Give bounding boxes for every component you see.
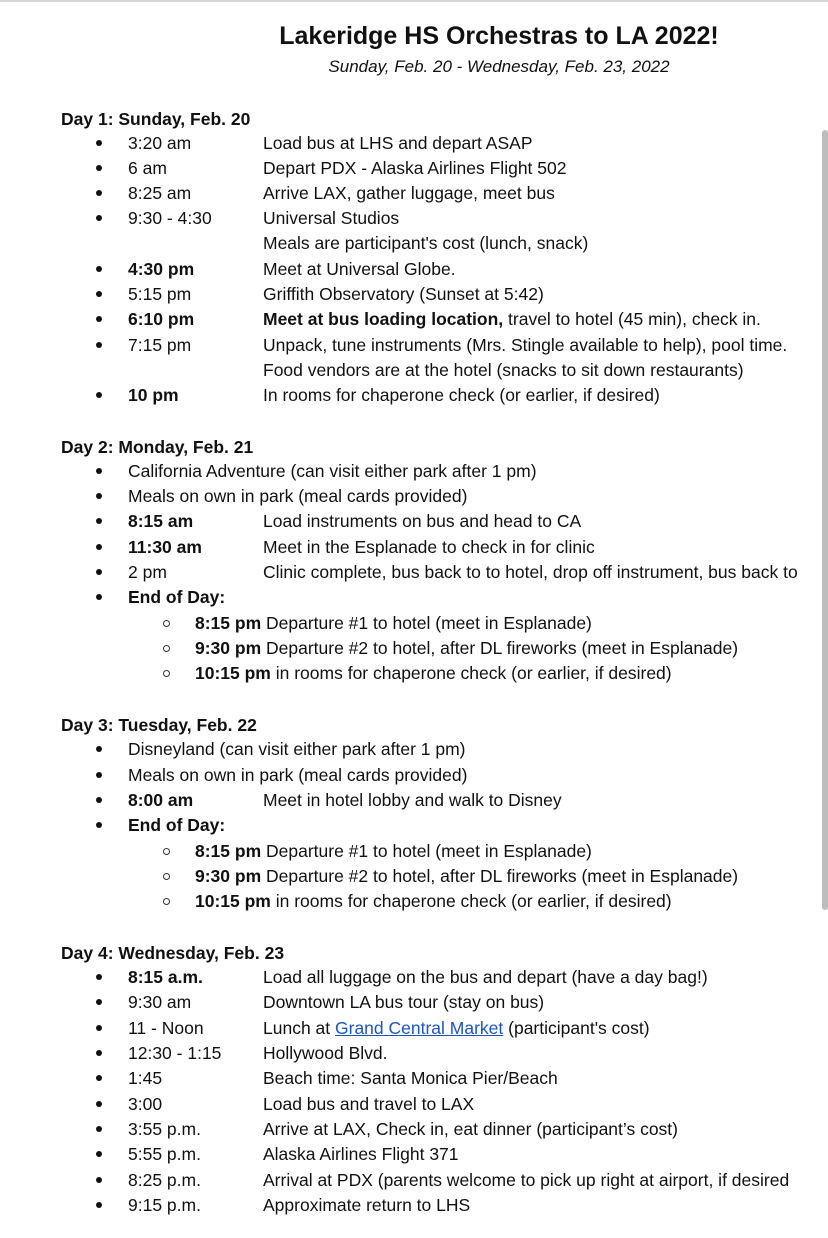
event-cell: Meet at Universal Globe.: [263, 259, 456, 279]
event-cell: Meet in hotel lobby and walk to Disney: [263, 790, 562, 810]
bullet: [96, 797, 102, 803]
bullet: [96, 746, 102, 752]
event-cell: Load bus and travel to LAX: [263, 1094, 475, 1114]
bullet: [96, 266, 102, 272]
bullet: [96, 1151, 102, 1157]
time-cell: 3:20 am: [128, 133, 192, 153]
event-cell: Approximate return to LHS: [263, 1195, 471, 1215]
top-divider: [0, 0, 828, 2]
sub-item: [195, 839, 592, 863]
time-cell: 6:10 pm: [128, 309, 195, 329]
time-cell: 8:25 p.m.: [128, 1170, 201, 1190]
sub-item: [195, 889, 672, 913]
sub-time: 10:15 pm: [195, 891, 271, 911]
time-cell: 8:15 am: [128, 511, 194, 531]
page-subtitle: Sunday, Feb. 20 - Wednesday, Feb. 23, 2022: [328, 57, 670, 76]
bullet: [96, 1101, 102, 1107]
event-cell: Load instruments on bus and head to CA: [263, 511, 582, 531]
event-cell: California Adventure (can visit either park after 1 pm): [128, 461, 537, 481]
sub-bullet: [163, 620, 170, 627]
event-cell: Universal Studios: [263, 208, 400, 228]
time-cell: 8:25 am: [128, 183, 192, 203]
time-cell: 6 am: [128, 158, 167, 178]
day3-heading: Day 3: Tuesday, Feb. 22: [61, 715, 257, 735]
bullet: [96, 999, 102, 1005]
sub-time: 10:15 pm: [195, 663, 271, 683]
day4-heading: Day 4: Wednesday, Feb. 23: [61, 943, 285, 963]
bullet: [96, 392, 102, 398]
end-of-day-label: End of Day:: [128, 815, 226, 835]
bullet: [96, 493, 102, 499]
event-emphasis: Meet at bus loading location,: [263, 309, 504, 329]
event-cell: Meet in the Esplanade to check in for clinic: [263, 537, 595, 557]
bullet: [96, 165, 102, 171]
event-cell: [263, 307, 761, 331]
time-cell: 9:30 am: [128, 992, 192, 1012]
time-cell: 8:15 a.m.: [128, 967, 203, 987]
sub-bullet: [163, 670, 170, 677]
event-cell: Griffith Observatory (Sunset at 5:42): [263, 284, 544, 304]
bullet: [96, 569, 102, 575]
sub-text: Departure #1 to hotel (meet in Esplanade): [261, 613, 592, 633]
time-cell: 5:55 p.m.: [128, 1144, 201, 1164]
time-cell: 11:30 am: [128, 537, 202, 557]
sub-time: 9:30 pm: [195, 638, 262, 658]
event-cell: Clinic complete, bus back to to hotel, drop off instrument, bus back to: [263, 562, 798, 582]
bullet: [96, 1202, 102, 1208]
time-cell: 1:45: [128, 1068, 163, 1088]
bullet: [96, 190, 102, 196]
sub-time: 8:15 pm: [195, 613, 262, 633]
event-cell: Arrive at LAX, Check in, eat dinner (participant’s cost): [263, 1119, 679, 1139]
event-cell: Arrive LAX, gather luggage, meet bus: [263, 183, 555, 203]
bullet: [96, 1126, 102, 1132]
time-cell: 7:15 pm: [128, 335, 192, 355]
sub-text: Departure #2 to hotel, after DL fireworks (meet in Esplanade): [261, 866, 739, 886]
event-cell: Beach time: Santa Monica Pier/Beach: [263, 1068, 558, 1088]
bullet: [96, 215, 102, 221]
time-cell: 2 pm: [128, 562, 167, 582]
end-of-day-label: End of Day:: [128, 587, 226, 607]
day2-heading: Day 2: Monday, Feb. 21: [61, 437, 254, 457]
sub-bullet: [163, 645, 170, 652]
event-cell: Load bus at LHS and depart ASAP: [263, 133, 533, 153]
bullet: [96, 316, 102, 322]
sub-time: 8:15 pm: [195, 841, 262, 861]
event-note: Meals are participant's cost (lunch, snack): [263, 233, 589, 253]
bullet: [96, 291, 102, 297]
grand-central-market-link[interactable]: Grand Central Market: [335, 1018, 504, 1038]
event-cell: Arrival at PDX (parents welcome to pick up right at airport, if desired: [263, 1170, 790, 1190]
bullet: [96, 594, 102, 600]
time-cell: 4:30 pm: [128, 259, 195, 279]
sub-item: [195, 611, 592, 635]
event-cell: Hollywood Blvd.: [263, 1043, 388, 1063]
sub-text: in rooms for chaperone check (or earlier, if desired): [270, 891, 672, 911]
day1-heading: Day 1: Sunday, Feb. 20: [61, 109, 251, 129]
sub-bullet: [163, 898, 170, 905]
bullet: [96, 974, 102, 980]
event-cell: Alaska Airlines Flight 371: [263, 1144, 459, 1164]
scrollbar[interactable]: [822, 130, 828, 910]
event-cell: Unpack, tune instruments (Mrs. Stingle available to help), pool time.: [263, 335, 788, 355]
bullet: [96, 544, 102, 550]
event-text: travel to hotel (45 min), check in.: [503, 309, 761, 329]
bullet: [96, 1025, 102, 1031]
time-cell: 3:55 p.m.: [128, 1119, 201, 1139]
bullet: [96, 468, 102, 474]
bullet: [96, 140, 102, 146]
page-title: Lakeridge HS Orchestras to LA 2022!: [279, 22, 719, 50]
sub-text: Departure #2 to hotel, after DL fireworks (meet in Esplanade): [261, 638, 739, 658]
bullet: [96, 1050, 102, 1056]
time-cell: 8:00 am: [128, 790, 194, 810]
event-cell: Downtown LA bus tour (stay on bus): [263, 992, 545, 1012]
event-cell: Meals on own in park (meal cards provided): [128, 486, 468, 506]
sub-item: [195, 636, 738, 660]
bullet: [96, 1177, 102, 1183]
event-text: (participant's cost): [503, 1018, 650, 1038]
bullet: [96, 518, 102, 524]
sub-item: [195, 661, 672, 685]
time-cell: 12:30 - 1:15: [128, 1043, 222, 1063]
event-cell: Meals on own in park (meal cards provided): [128, 765, 468, 785]
bullet: [96, 822, 102, 828]
bullet: [96, 342, 102, 348]
event-cell: Disneyland (can visit either park after 1 pm): [128, 739, 466, 759]
time-cell: 10 pm: [128, 385, 179, 405]
event-text: Lunch at: [263, 1018, 335, 1038]
event-cell: [263, 1016, 650, 1040]
event-cell: Depart PDX - Alaska Airlines Flight 502: [263, 158, 567, 178]
sub-time: 9:30 pm: [195, 866, 262, 886]
time-cell: 9:30 - 4:30: [128, 208, 212, 228]
event-cell: Load all luggage on the bus and depart (have a day bag!): [263, 967, 708, 987]
sub-bullet: [163, 848, 170, 855]
bullet: [96, 772, 102, 778]
sub-bullet: [163, 873, 170, 880]
time-cell: 3:00: [128, 1094, 163, 1114]
event-cell: In rooms for chaperone check (or earlier, if desired): [263, 385, 660, 405]
time-cell: 9:15 p.m.: [128, 1195, 201, 1215]
event-note: Food vendors are at the hotel (snacks to sit down restaurants): [263, 360, 744, 380]
sub-text: Departure #1 to hotel (meet in Esplanade): [261, 841, 592, 861]
sub-item: [195, 864, 738, 888]
bullet: [96, 1075, 102, 1081]
time-cell: 11 - Noon: [128, 1018, 204, 1038]
time-cell: 5:15 pm: [128, 284, 192, 304]
sub-text: in rooms for chaperone check (or earlier, if desired): [270, 663, 672, 683]
